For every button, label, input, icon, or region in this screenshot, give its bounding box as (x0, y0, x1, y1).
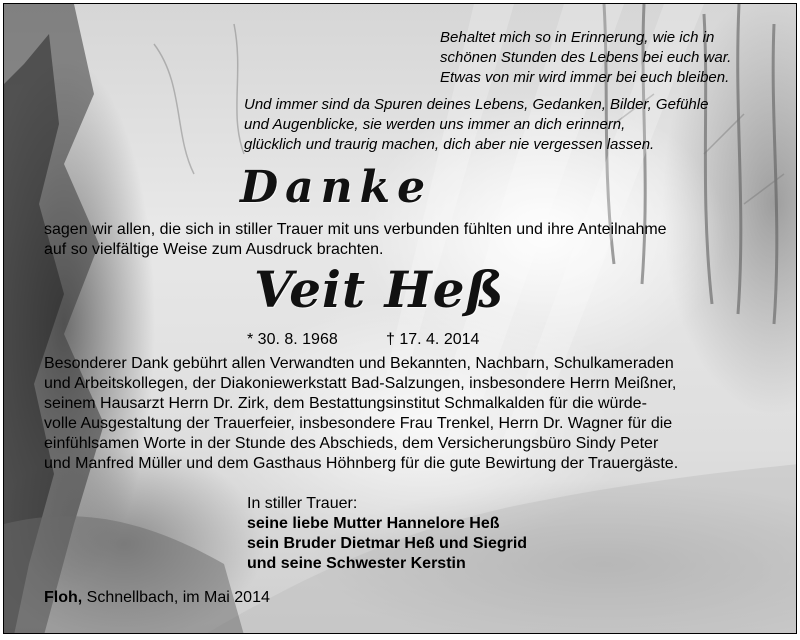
special-thanks-line: seinem Hausarzt Herrn Dr. Zirk, dem Bestattungsinstitut Schmalkalden für die würde- (44, 395, 647, 412)
place-date (44, 588, 270, 608)
birth-date: * 30. 8. 1968 (247, 331, 338, 348)
obituary-card (3, 3, 797, 634)
special-thanks-line: und Manfred Müller und dem Gasthaus Höhnberg für die gute Bewirtung der Trauergäste. (44, 455, 679, 472)
mourners-block (247, 494, 527, 574)
quote-line: Und immer sind da Spuren deines Lebens, Gedanken, Bilder, Gefühle (244, 96, 709, 113)
quote-line: schönen Stunden des Lebens bei euch war. (440, 49, 732, 66)
place-rest: Schnellbach, im Mai 2014 (82, 589, 270, 606)
thanks-text (44, 220, 667, 260)
special-thanks-line: Besonderer Dank gebührt allen Verwandten und Bekannten, Nachbarn, Schulkameraden (44, 355, 674, 372)
mourner-line: und seine Schwester Kerstin (247, 555, 466, 572)
quote-block-1 (440, 28, 731, 88)
special-thanks-line: und Arbeitskollegen, der Diakoniewerkstatt Bad-Salzungen, insbesondere Herrn Meißner, (44, 375, 677, 392)
place-bold: Floh, (44, 589, 83, 606)
thanks-line: sagen wir allen, die sich in stiller Trauer mit uns verbunden fühlten und ihre Anteilnahme (44, 221, 667, 238)
thanks-line: auf so vielfältige Weise zum Ausdruck brachten. (44, 241, 384, 258)
deceased-name: Veit Heß (254, 260, 505, 319)
quote-line: Behaltet mich so in Erinnerung, wie ich in (440, 29, 715, 46)
quote-line: Etwas von mir wird immer bei euch bleiben. (440, 69, 730, 86)
mourning-intro: In stiller Trauer: (247, 495, 358, 512)
quote-line: und Augenblicke, sie werden uns immer an dich erinnern, (244, 116, 626, 133)
mourner-line: sein Bruder Dietmar Heß und Siegrid (247, 535, 528, 552)
thanks-heading: Danke (240, 162, 433, 213)
special-thanks-line: volle Ausgestaltung der Trauerfeier, insbesondere Frau Trenkel, Herrn Dr. Wagner für die (44, 415, 673, 432)
special-thanks (44, 354, 678, 474)
special-thanks-line: einfühlsamen Worte in der Stunde des Abschieds, dem Versicherungsbüro Sindy Peter (44, 435, 659, 452)
quote-line: glücklich und traurig machen, dich aber nie vergessen lassen. (244, 136, 655, 153)
quote-block-2 (244, 95, 708, 155)
mourner-line: seine liebe Mutter Hannelore Heß (247, 515, 500, 532)
death-date: † 17. 4. 2014 (386, 331, 480, 348)
